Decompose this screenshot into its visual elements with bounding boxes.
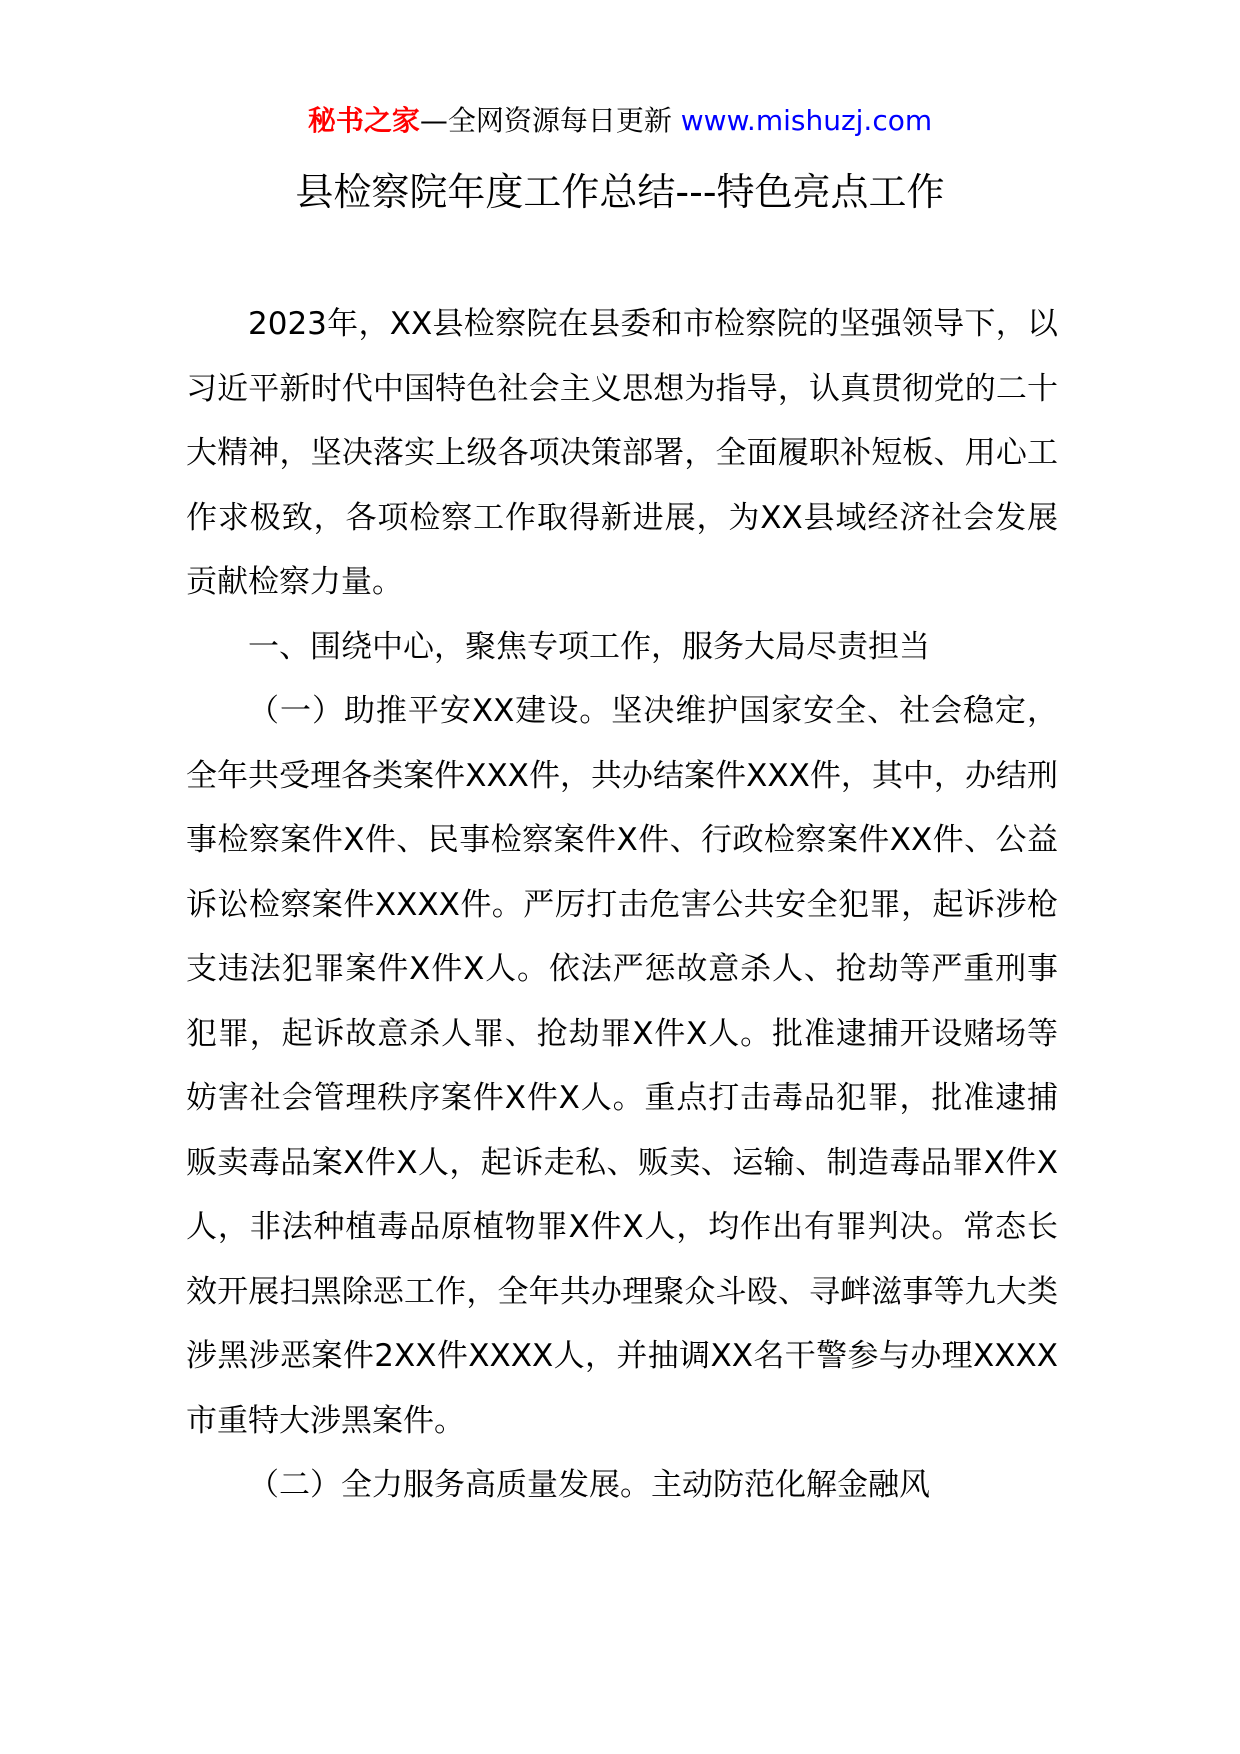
intro-paragraph: 2023年，XX县检察院在县委和市检察院的坚强领导下，以习近平新时代中国特色社会主义思想为指导，认真贯彻党的二十大精神，坚决落实上级各项决策部署，全面履职补短板、用心工作求极致，各项检察工作取得新进展，为XX县域经济社会发展贡献检察力量。 — [186, 306, 1058, 600]
subsection-paragraph: （二）全力服务高质量发展。主动防范化解金融风 — [248, 1467, 930, 1503]
document-body — [186, 292, 1058, 1518]
subsection-paragraph: （一）助推平安XX建设。坚决维护国家安全、社会稳定，全年共受理各类案件XXX件，共办结案件XXX件，其中，办结刑事检察案件X件、民事检察案件X件、行政检察案件XX件、公益诉讼检察案件XXXX件。严厉打击危害公共安全犯罪，起诉涉枪支违法犯罪案件X件X人。依法严惩故意杀人、抢劫等严重刑事犯罪，起诉故意杀人罪、抢劫罪X件X人。批准逮捕开设赌场等妨害社会管理秩序案件X件X人。重点打击毒品犯罪，批准逮捕贩卖毒品案X件X人，起诉走私、贩卖、运输、制造毒品罪X件X人，非法种植毒品原植物罪X件X人，均作出有罪判决。常态长效开展扫黑除恶工作，全年共办理聚众斗殴、寻衅滋事等九大类涉黑涉恶案件2XX件XXXX人，并抽调XX名干警参与办理XXXX市重特大涉黑案件。 — [186, 693, 1058, 1439]
section-heading: 一、围绕中心，聚焦专项工作，服务大局尽责担当 — [248, 628, 930, 665]
header-slogan: —全网资源每日更新 — [419, 104, 681, 137]
header-url[interactable]: www.mishuzj.com — [680, 104, 933, 137]
document-title: 县检察院年度工作总结---特色亮点工作 — [295, 170, 945, 214]
brand-name: 秘书之家 — [307, 104, 420, 137]
site-header — [0, 101, 1240, 141]
